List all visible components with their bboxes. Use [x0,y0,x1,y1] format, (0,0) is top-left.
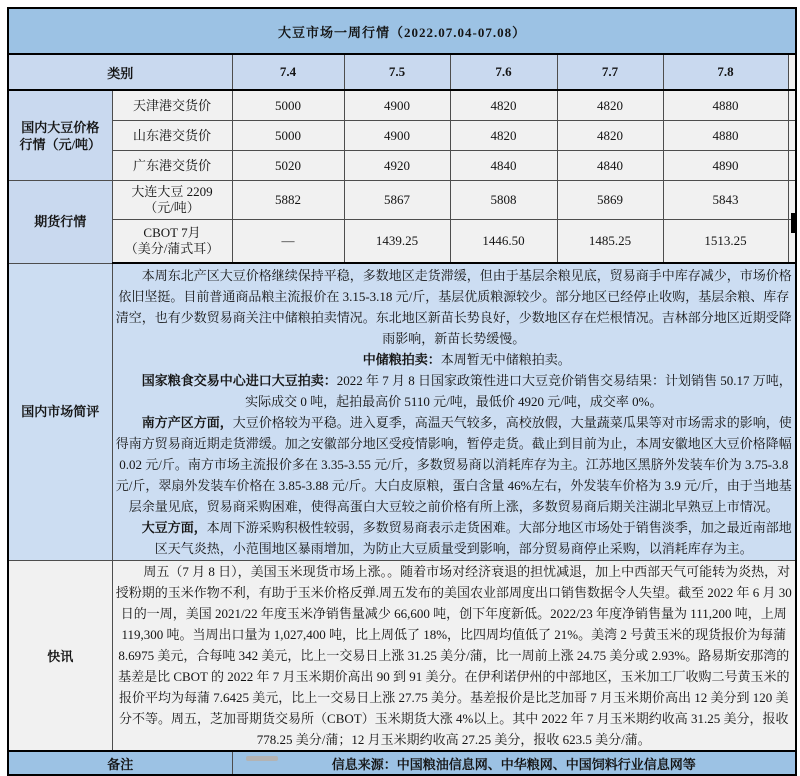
row-label-dalian-2209 [112,181,232,220]
row-label-guangdong: 广东港交货价 [112,151,232,181]
price-cell: 1513.25 [663,220,788,264]
price-cell: 5808 [450,181,557,220]
price-cell: 5867 [344,181,450,220]
price-cell: 1485.25 [557,220,663,264]
scrollbar-fragment [246,756,278,761]
gutter-cell [788,151,796,181]
date-header-cell: 7.6 [450,54,557,90]
price-cell: 4880 [663,121,788,151]
price-cell: 5882 [232,181,344,220]
paragraph-lead: 中储粮拍卖： [362,352,441,367]
paragraph-lead: 大豆方面， [141,520,207,535]
paragraph-lead: 南方产区方面， [141,415,233,430]
price-cell: 4900 [344,121,450,151]
futures-contract-name: CBOT 7月 [143,225,201,240]
page-title: 大豆市场一周行情（2022.07.04-07.08） [8,8,796,54]
category-header-cell: 类别 [8,54,232,90]
news-content [112,561,796,752]
price-cell: 5000 [232,90,344,121]
price-cell: 4820 [450,121,557,151]
price-cell: 1439.25 [344,220,450,264]
market-review-content [112,263,796,561]
paragraph-text: 本周下游采购积极性较弱，多数贸易商表示走货困难。大部分地区市场处于销售淡季，加之最近南部地区天气炎热，小范围地区暴雨增加，为防止大豆质量受到影响，部分贸易商停止采购，以消耗库存为主。 [154,520,792,556]
price-cell: 5869 [557,181,663,220]
section-label-line1: 国内大豆价格 [21,119,100,135]
gutter-cell [788,121,796,151]
gutter-cell [788,54,796,90]
futures-contract-unit: （元/吨） [144,200,200,215]
paragraph-text: 2022 年 7 月 8 日国家政策性进口大豆竞价销售交易结果：计划销售 50.17 万吨，实际成交 0 吨，起拍最高价 5110 元/吨，最低价 4920 元/吨，成交率 0%。 [245,373,792,409]
price-cell: 4840 [450,151,557,181]
review-paragraph [115,370,794,412]
price-cell: 4820 [557,121,663,151]
report-sheet [7,7,797,776]
price-cell: 4900 [344,90,450,121]
price-cell: 4920 [344,151,450,181]
news-paragraph: 周五（7 月 8 日），美国玉米现货市场上涨。。随着市场对经济衰退的担忧减退，加上中西部天气可能转为炎热，对授粉期的玉米作物不利，有助于玉米价格反弹.周五发布的美国农业部周度出口销售数据令人失望。截至 2022 年 6 月 30 日的一周，美国 2021/22 年度玉米净销售量减少 66,600 吨，创下年度新低。2022/23 年度净销售量为 111,200 吨，上周 119,300 吨。当周出口量为 1,027,400 吨，比上周低了 18%，比四周均值低了 21%。美湾 2 号黄玉米的现货报价为每蒲 8.6975 美元，合每吨 342 美元，比上一交易日上涨 31.25 美分/蒲，比一周前上涨 24.75 美分或 2.93%。路易斯安那湾的基差是比 CBOT 的 2022 年 7 月玉米期价高出 90 到 91 美分。在伊利诺伊州的中部地区，玉米加工厂收购二号黄玉米的报价平均为每蒲 7.6425 美元，比上一交易日上涨 27.75 美分。基差报价是比芝加哥 7 月玉米期价高出 12 美分到 120 美分不等。周五，芝加哥期货交易所（CBOT）玉米期货大涨 4%以上。其中 2022 年 7 月玉米期约收高 31.25 美分，报收 778.25 美分/蒲；12 月玉米期约收高 27.25 美分，报收 623.5 美分/蒲。 [115,564,792,747]
paragraph-lead: 国家粮食交易中心进口大豆拍卖： [141,373,337,388]
gutter-cell [788,90,796,121]
section-label-market-review: 国内市场简评 [8,263,112,561]
price-cell: 1446.50 [450,220,557,264]
remark-content: 信息来源：中国粮油信息网、中华粮网、中国饲料行业信息网等 [232,751,796,775]
section-label-remark: 备注 [8,751,232,775]
date-header-cell: 7.7 [557,54,663,90]
soybean-weekly-table [7,7,797,776]
price-cell: 4840 [557,151,663,181]
price-cell: 4880 [663,90,788,121]
selection-handle-artifact [791,213,796,233]
futures-contract-unit: （美分/蒲式耳） [124,241,220,256]
review-paragraph [115,412,794,517]
date-header-cell: 7.5 [344,54,450,90]
row-label-cbot-july [112,220,232,264]
section-label-futures: 期货行情 [8,181,112,264]
price-cell: 5843 [663,181,788,220]
review-paragraph [115,349,794,370]
paragraph-text: 大豆价格较为平稳。进入夏季，高温天气较多，高校放假，大量蔬菜瓜果等对市场需求的影响，使得南方贸易商近期走货滞缓。加之安徽部分地区受疫情影响，暂停走货。截止到目前为止，本周安徽地区大豆价格降幅 0.02 元/斤。南方市场主流报价多在 3.35-3.55 元/斤，多数贸易商以消耗库存为主。江苏地区黑脐外发装车价为 3.75-3.8 元/斤，翠扇外发装车价格在 3.85-3.88 元/斤。大白皮原粮，蛋白含量 46%左右，外发装车价格为 3.9 元/斤，由于当地基层余量见底，贸易商采购困难，使得高蛋白大豆较之前价格有所上涨，多数贸易商后期关注湖北早熟豆上市情况。 [115,415,792,514]
price-cell: 4890 [663,151,788,181]
date-header-cell: 7.8 [663,54,788,90]
section-label-line2: 行情（元/吨） [19,136,102,152]
review-paragraph [115,517,794,559]
paragraph-text: 本周东北产区大豆价格继续保持平稳，多数地区走货滞缓，但由于基层余粮见底，贸易商手中库存减少，市场价格依旧坚挺。目前普通商品粮主流报价在 3.15-3.18 元/斤，基层优质粮源较少。部分地区已经停止收购，基层余粮、库存清空，也有少数贸易商关注中储粮拍卖情况。东北地区新苗长势良好，少数地区存在烂根情况。吉林部分地区近期受降雨影响，新苗长势缓慢。 [115,268,792,346]
futures-contract-name: 大连大豆 2209 [131,184,213,199]
price-cell: 5020 [232,151,344,181]
paragraph-text: 本周暂无中储粮拍卖。 [440,352,571,367]
review-paragraph [115,265,794,349]
price-cell: — [232,220,344,264]
price-cell: 4820 [557,90,663,121]
section-label-news: 快讯 [8,561,112,752]
price-cell: 5000 [232,121,344,151]
row-label-tianjin: 天津港交货价 [112,90,232,121]
section-label-domestic-prices [8,90,112,181]
date-header-cell: 7.4 [232,54,344,90]
price-cell: 4820 [450,90,557,121]
row-label-shandong: 山东港交货价 [112,121,232,151]
